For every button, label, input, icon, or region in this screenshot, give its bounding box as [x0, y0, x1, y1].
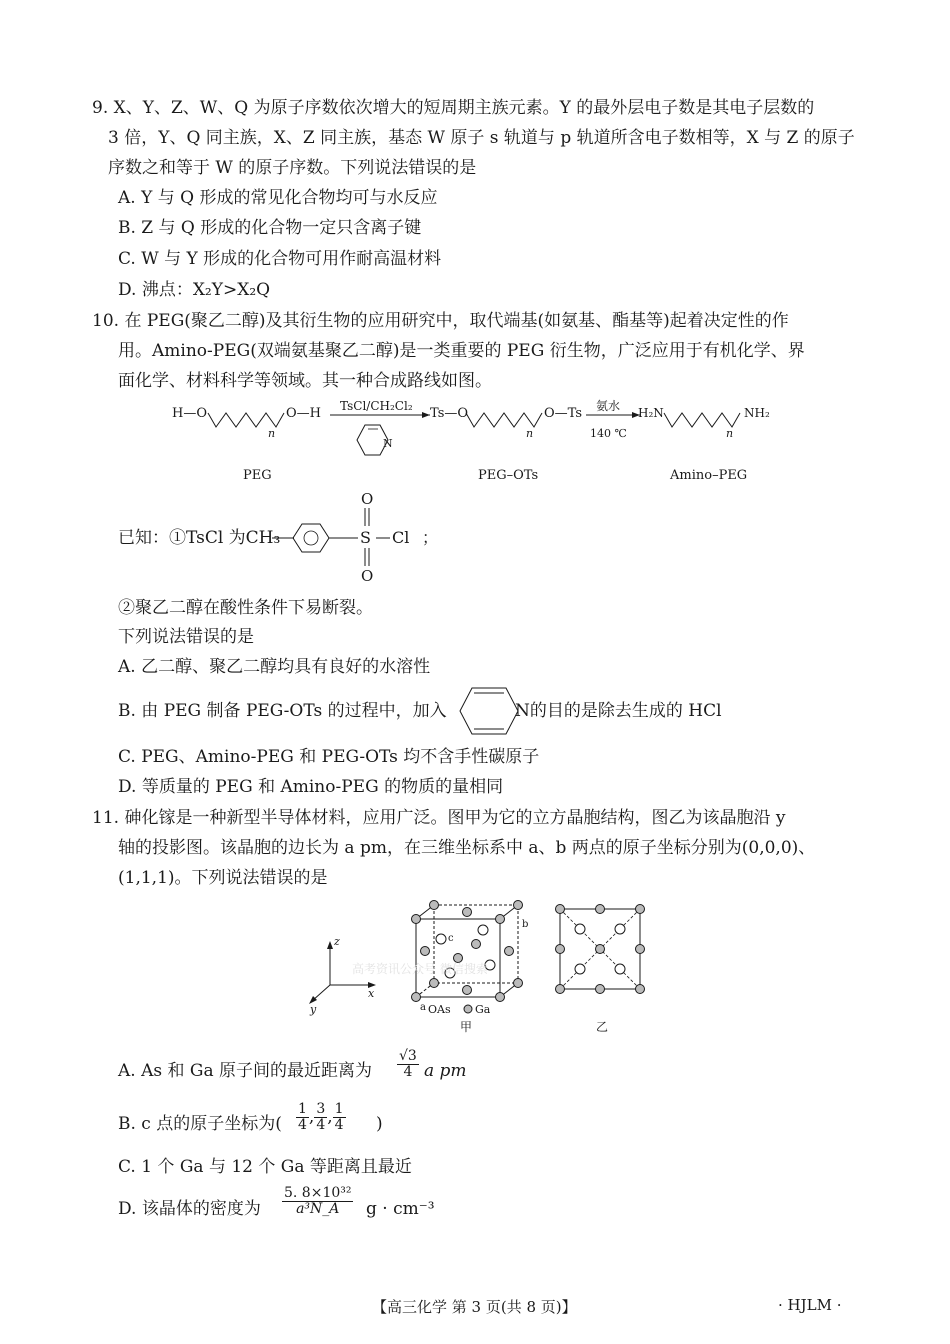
pyridine-icon	[458, 684, 520, 738]
tscl-o-top: O	[361, 490, 374, 508]
legend-ga: Ga	[475, 1003, 491, 1016]
ga-atom	[463, 908, 472, 917]
legend-ga-icon	[464, 1005, 472, 1013]
q10-stem-line-3: 面化学、材料科学等领域。其一种合成路线如图。	[118, 371, 492, 391]
ga-atom	[430, 901, 439, 910]
point-a: a	[420, 1002, 426, 1013]
q10-stem-line-2: 用。Amino-PEG(双端氨基聚乙二醇)是一类重要的 PEG 衍生物，广泛应用于有机化学、界	[118, 341, 805, 361]
as-atom	[615, 924, 625, 934]
ga-atom	[514, 901, 523, 910]
tscl-structure	[272, 488, 442, 588]
peg-ho-label: H—O	[172, 406, 207, 421]
label-yi: 乙	[596, 1020, 609, 1034]
aminopeg-h2n: H₂N	[638, 406, 664, 420]
frac-den: a³N_A	[296, 1201, 340, 1217]
q10-option-d: D. 等质量的 PEG 和 Amino-PEG 的物质的量相同	[118, 777, 504, 797]
q11-stem-line-2: 轴的投影图。该晶胞的边长为 a pm，在三维坐标系中 a、b 两点的原子坐标分别为(0,0,0)、	[118, 838, 816, 858]
q9-option-c: C. W 与 Y 形成的化合物可用作耐高温材料	[118, 249, 442, 269]
as-atom	[478, 925, 488, 935]
frac-1	[296, 1102, 309, 1133]
q10-stem-line-1: 10. 在 PEG(聚乙二醇)及其衍生物的应用研究中，取代端基(如氨基、酯基等)起着决定性的作	[92, 311, 789, 331]
known-2: ②聚乙二醇在酸性条件下易断裂。	[118, 598, 373, 618]
frac-den: 4	[316, 1117, 326, 1133]
q11-option-b-pre: B. c 点的原子坐标为(	[118, 1114, 282, 1134]
frac-den: 4	[403, 1064, 413, 1080]
ga-atom	[556, 985, 565, 994]
fraction-sqrt3-4	[397, 1049, 419, 1080]
ga-atom	[496, 915, 505, 924]
as-atom	[575, 964, 585, 974]
q11-option-a-post: a pm	[424, 1061, 467, 1081]
ga-atom	[596, 905, 605, 914]
aminopeg-nh2: NH₂	[744, 406, 770, 420]
q9-option-b: B. Z 与 Q 形成的化合物一定只含离子键	[118, 218, 422, 238]
ga-atom	[430, 979, 439, 988]
ga-atom	[496, 993, 505, 1002]
q9-stem-line-1: 9. X、Y、Z、W、Q 为原子序数依次增大的短周期主族元素。Y 的最外层电子数是其电子层数的	[92, 98, 815, 118]
q11-option-d-post: g · cm⁻³	[366, 1199, 435, 1219]
as-atom	[575, 924, 585, 934]
benzene-circle	[304, 531, 318, 545]
ga-atom	[636, 905, 645, 914]
ga-atom	[514, 979, 523, 988]
axis-y-label: y	[310, 1003, 317, 1016]
pegots-ts-left: Ts—O	[430, 406, 469, 421]
q11-option-a-pre: A. As 和 Ga 原子间的最近距离为	[118, 1061, 373, 1081]
point-b: b	[522, 919, 529, 930]
q10-ask: 下列说法错误的是	[118, 627, 254, 647]
axis-z-head	[327, 941, 333, 949]
q9-stem-line-3: 序数之和等于 W 的原子序数。下列说法错误的是	[108, 158, 477, 178]
pyridine-hexagon	[460, 688, 518, 734]
q9-option-d: D. 沸点：X₂Y>X₂Q	[118, 280, 271, 300]
ga-atom	[505, 947, 514, 956]
aminopeg-label: Amino–PEG	[670, 468, 748, 483]
arrow-head-1	[422, 412, 430, 418]
ga-atom	[412, 915, 421, 924]
axis-z-label: z	[334, 935, 340, 948]
q11-option-d-frac	[282, 1186, 353, 1217]
q10-option-b-post: N的目的是除去生成的 HCl	[515, 701, 722, 721]
q10-option-c: C. PEG、Amino-PEG 和 PEG-OTs 均不含手性碳原子	[118, 747, 540, 767]
frac-num: 1	[334, 1101, 344, 1117]
q11-option-c: C. 1 个 Ga 与 12 个 Ga 等距离且最近	[118, 1157, 412, 1177]
ga-atom	[596, 945, 605, 954]
pegots-ts-right: O—Ts	[544, 406, 583, 421]
projection-yi	[556, 905, 645, 1035]
tscl-semicolon: ；	[422, 528, 439, 547]
ga-atom	[556, 905, 565, 914]
q11-option-d-pre: D. 该晶体的密度为	[118, 1199, 261, 1219]
frac-num: 3	[316, 1101, 326, 1117]
ga-atom	[596, 985, 605, 994]
ga-atom	[636, 945, 645, 954]
frac-den: 4	[298, 1117, 307, 1133]
q11-option-a-frac	[397, 1049, 419, 1080]
ga-atoms	[412, 901, 523, 1002]
tscl-o-bottom: O	[361, 567, 374, 585]
frac-3	[333, 1102, 346, 1133]
legend-as: OAs	[428, 1003, 451, 1016]
page-footer: 【高三化学 第 3 页(共 8 页)】	[372, 1298, 577, 1316]
pegots-label: PEG–OTs	[478, 468, 539, 483]
q11-stem-line-3: (1,1,1)。下列说法错误的是	[118, 868, 328, 888]
synthesis-scheme	[160, 395, 800, 490]
pegots-chain	[466, 413, 542, 427]
crystal-figure	[300, 895, 680, 1040]
peg-label: PEG	[243, 468, 272, 483]
reagent-1: TsCl/CH₂Cl₂	[340, 399, 413, 413]
pyridine-n: N	[383, 437, 393, 450]
as-atom	[615, 964, 625, 974]
ga-atom	[463, 986, 472, 995]
q9-option-a: A. Y 与 Q 形成的常见化合物均可与水反应	[118, 188, 438, 208]
peg-chain	[208, 413, 284, 427]
frac-den: 4	[334, 1117, 344, 1133]
benzene-ring	[293, 524, 329, 552]
density-fraction	[282, 1186, 353, 1217]
frac-num: 1	[298, 1101, 307, 1117]
frac-2	[314, 1102, 327, 1133]
aminopeg-chain	[664, 413, 740, 427]
as-atom	[436, 934, 446, 944]
footer-code: · HJLM ·	[778, 1296, 842, 1314]
tscl-cl: Cl	[392, 528, 410, 547]
pegots-n-label: n	[526, 427, 534, 440]
condition-2: 140 ℃	[590, 427, 627, 440]
reagent-2: 氨水	[596, 399, 621, 413]
label-jia: 甲	[460, 1020, 473, 1034]
point-c: c	[448, 933, 454, 944]
ga-atom	[472, 940, 481, 949]
ga-atom	[556, 945, 565, 954]
ga-atom	[412, 993, 421, 1002]
q11-option-b-post: )	[376, 1114, 383, 1134]
watermark: 高考资讯公众号 微信搜索	[352, 962, 488, 976]
q11-option-b-fracs: $\frac{1}{4}$ , $\frac{3}{4}$ , $\frac{1}{4}$	[298, 1101, 344, 1133]
aminopeg-n-label: n	[726, 427, 734, 440]
q9-stem-line-2: 3 倍，Y、Q 同主族，X、Z 同主族，基态 W 原子 s 轨道与 p 轨道所含电子数相等，X 与 Z 的原子	[108, 128, 855, 148]
q10-option-b-pre: B. 由 PEG 制备 PEG-OTs 的过程中，加入	[118, 701, 447, 721]
known-1-text: 已知：①TsCl 为CH₃	[118, 528, 281, 548]
ga-atom	[421, 947, 430, 956]
q11-stem-line-1: 11. 砷化镓是一种新型半导体材料，应用广泛。图甲为它的立方晶胞结构，图乙为该晶胞沿 y	[92, 808, 786, 828]
peg-n-label: n	[268, 427, 276, 440]
tscl-s: S	[360, 528, 371, 547]
peg-oh-label: O—H	[286, 406, 321, 421]
frac-num: √3	[399, 1048, 417, 1064]
frac-num: 5. 8×10³²	[284, 1185, 352, 1201]
ga-atom	[636, 985, 645, 994]
q10-option-a: A. 乙二醇、聚乙二醇均具有良好的水溶性	[118, 657, 431, 677]
axis-x-label: x	[368, 987, 375, 1000]
